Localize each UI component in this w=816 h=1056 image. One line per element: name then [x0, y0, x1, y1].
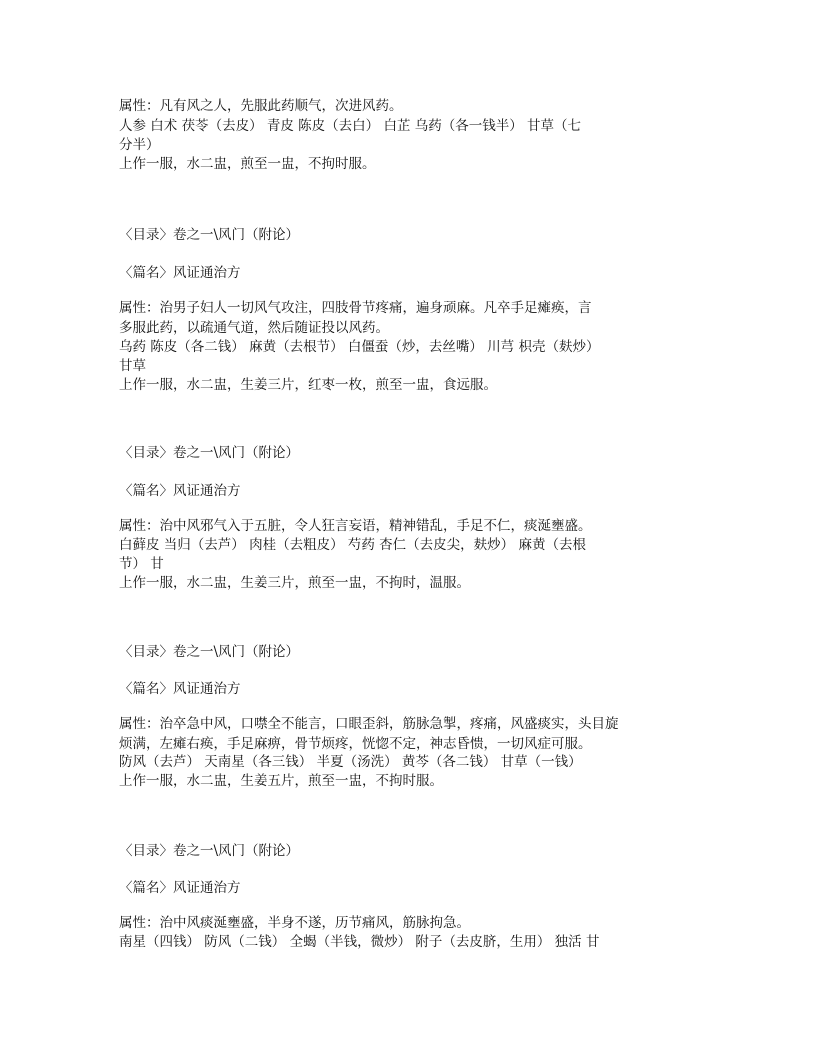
preparation-text: 上作一服，水二盅，煎至一盅，不拘时服。 [119, 156, 376, 172]
ingredients-text-cont: 节） 甘 [119, 556, 164, 572]
chapter-heading: 〈篇名〉风证通治方 [119, 880, 241, 896]
chapter-heading: 〈篇名〉风证通治方 [119, 681, 241, 697]
catalog-heading: 〈目录〉卷之一\风门（附论） [119, 227, 300, 243]
ingredients-text-cont: 甘草 [119, 358, 146, 374]
attribute-text: 属性：治中风痰涎壅盛，半身不遂，历节痛风，筋脉拘急。 [119, 915, 470, 931]
ingredients-text: 南星（四钱） 防风（二钱） 全蝎（半钱，微炒） 附子（去皮脐，生用） 独活 甘 [119, 934, 600, 950]
ingredients-text: 人参 白术 茯苓（去皮） 青皮 陈皮（去白） 白芷 乌药（各一钱半） 甘草（七 [119, 118, 582, 134]
ingredients-text: 乌药 陈皮（各二钱） 麻黄（去根节） 白僵蚕（炒，去丝嘴） 川芎 枳壳（麸炒） [119, 339, 600, 355]
attribute-text-cont: 多服此药，以疏通气道，然后随证投以风药。 [119, 320, 389, 336]
attribute-text: 属性：治男子妇人一切风气攻注，四肢骨节疼痛，遍身顽麻。凡卒手足瘫痪，言 [119, 300, 592, 316]
ingredients-text: 防风（去芦） 天南星（各三钱） 半夏（汤洗） 黄芩（各二钱） 甘草（一钱） [119, 754, 582, 770]
ingredients-text-cont: 分半） [119, 137, 160, 153]
attribute-text: 属性：治卒急中风，口噤全不能言，口眼歪斜，筋脉急掣，疼痛，风盛痰实，头目旋 [119, 716, 619, 732]
catalog-heading: 〈目录〉卷之一\风门（附论） [119, 843, 300, 859]
ingredients-text: 白藓皮 当归（去芦） 肉桂（去粗皮） 芍药 杏仁（去皮尖，麸炒） 麻黄（去根 [119, 537, 586, 553]
preparation-text: 上作一服，水二盅，生姜三片，煎至一盅，不拘时，温服。 [119, 575, 470, 591]
catalog-heading: 〈目录〉卷之一\风门（附论） [119, 644, 300, 660]
catalog-heading: 〈目录〉卷之一\风门（附论） [119, 445, 300, 461]
attribute-text: 属性：治中风邪气入于五脏，令人狂言妄语，精神错乱，手足不仁，痰涎壅盛。 [119, 518, 592, 534]
chapter-heading: 〈篇名〉风证通治方 [119, 265, 241, 281]
chapter-heading: 〈篇名〉风证通治方 [119, 483, 241, 499]
attribute-text: 属性：凡有风之人，先服此药顺气，次进风药。 [119, 98, 403, 114]
attribute-text-cont: 烦满，左瘫右痪，手足麻痹，骨节烦疼，恍惚不定，神志昏愦，一切风症可服。 [119, 736, 592, 752]
preparation-text: 上作一服，水二盅，生姜三片，红枣一枚，煎至一盅，食远服。 [119, 377, 497, 393]
preparation-text: 上作一服，水二盅，生姜五片，煎至一盅，不拘时服。 [119, 773, 443, 789]
